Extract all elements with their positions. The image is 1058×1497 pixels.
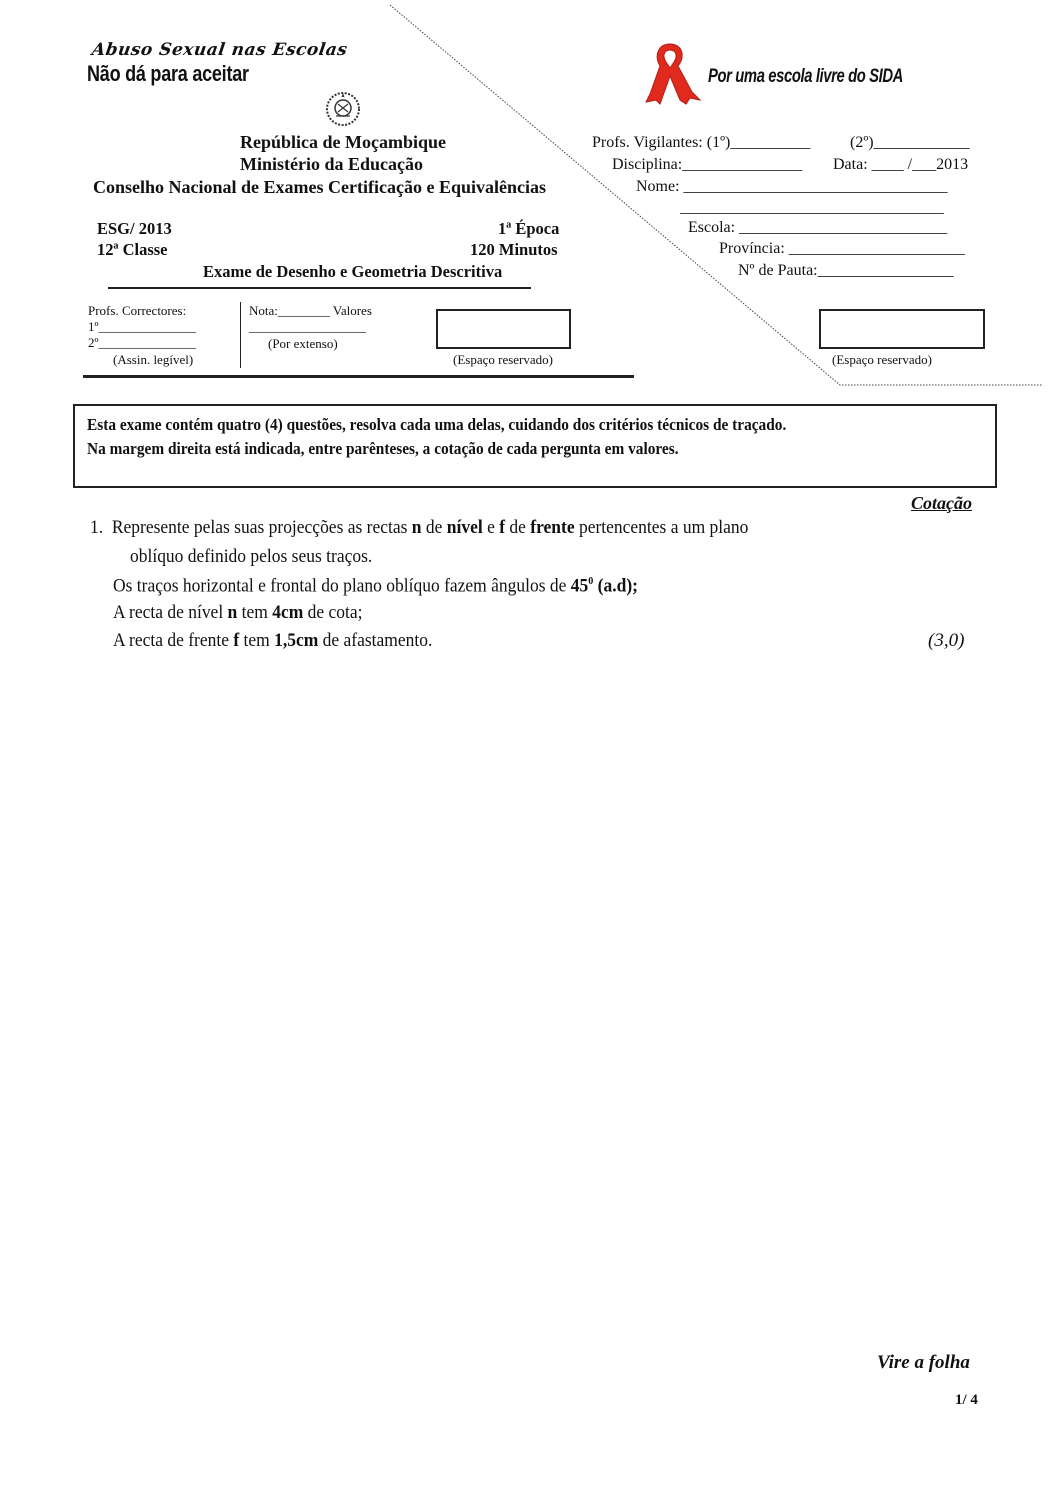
exam-duration: 120 Minutos: [470, 240, 558, 259]
corrector-2-field[interactable]: 2º_______________: [88, 335, 197, 350]
vigilantes-field[interactable]: Profs. Vigilantes: (1º)__________: [592, 134, 811, 151]
pauta-field[interactable]: Nº de Pauta:_________________: [738, 262, 954, 279]
corrector-1-field[interactable]: 1º_______________: [88, 319, 197, 334]
q1-text: pertencentes a um plano: [574, 517, 749, 538]
q1-cota-value: 4cm: [272, 602, 304, 623]
q1-f: f: [233, 630, 240, 651]
reserved-label-right: (Espaço reservado): [832, 352, 932, 367]
question-1-line-5: [113, 630, 432, 652]
provincia-field[interactable]: Província: ______________________: [719, 240, 965, 257]
question-1-line-1: [90, 517, 748, 539]
exam-season: 1ª Época: [498, 219, 560, 238]
grading-bottom-rule: [83, 375, 634, 378]
campaign-main-text: Não dá para aceitar: [87, 61, 249, 86]
q1-frente: frente: [530, 517, 575, 538]
question-1-line-2: oblíquo definido pelos seus traços.: [130, 546, 373, 567]
q1-degree: 0: [588, 575, 594, 587]
q1-text: A recta de frente: [113, 630, 234, 651]
nome-field[interactable]: Nome: _________________________________: [636, 178, 948, 195]
republic-title: República de Moçambique: [240, 132, 447, 152]
correctors-label: Profs. Correctores:: [88, 303, 187, 318]
page-number: 1/ 4: [955, 1392, 978, 1408]
escola-field[interactable]: Escola: __________________________: [688, 219, 948, 236]
data-field[interactable]: Data: ____ /___2013: [833, 156, 969, 173]
question-number: 1.: [90, 517, 104, 538]
question-1-score: (3,0): [928, 630, 965, 651]
red-ribbon-icon: [640, 40, 710, 106]
vigilantes-second-field[interactable]: (2º)____________: [850, 134, 970, 151]
disciplina-field[interactable]: Disciplina:_______________: [612, 156, 803, 173]
q1-text: A recta de nível: [113, 602, 228, 623]
q1-text: de: [505, 517, 531, 538]
q1-text: tem: [239, 630, 275, 651]
q1-afastamento-value: 1,5cm: [274, 630, 319, 651]
q1-n: n: [227, 602, 238, 623]
q1-text: Represente pelas suas projecções as rectas: [111, 517, 412, 538]
grading-divider: [240, 302, 241, 368]
question-1-line-4: [113, 602, 363, 624]
coat-of-arms-icon: [324, 90, 362, 128]
q1-text: tem: [237, 602, 273, 623]
signature-note: (Assin. legível): [113, 352, 194, 367]
campaign-script-text: Abuso Sexual nas Escolas: [90, 40, 349, 60]
q1-text: de: [421, 517, 447, 538]
reserved-box-right: [819, 309, 985, 349]
q1-f: f: [499, 517, 506, 538]
q1-ad: (a.d);: [593, 575, 638, 597]
nota-extenso-field[interactable]: __________________: [249, 319, 366, 334]
instructions-line-2: Na margem direita está indicada, entre parênteses, a cotação de cada pergunta em valores.: [87, 439, 679, 458]
nota-field[interactable]: Nota:________ Valores: [249, 303, 372, 318]
nome-continuation-field[interactable]: _________________________________: [680, 199, 944, 216]
turn-page-note: Vire a folha: [877, 1352, 970, 1373]
exam-code: ESG/ 2013: [97, 219, 172, 238]
question-1-line-3: [113, 575, 638, 597]
council-title: Conselho Nacional de Exames Certificação e Equivalências: [93, 177, 546, 197]
q1-angle: 45: [570, 575, 589, 597]
cotacao-heading: Cotação: [911, 493, 972, 513]
instructions-box: [73, 404, 997, 488]
q1-text: de cota;: [303, 602, 363, 623]
q1-nivel: nível: [446, 517, 483, 538]
q1-text: Os traços horizontal e frontal do plano oblíquo fazem ângulos de: [113, 575, 571, 597]
sida-slogan: Por uma escola livre do SIDA: [708, 66, 903, 87]
instructions-line-1: Esta exame contém quatro (4) questões, resolva cada uma delas, cuidando dos critérios técnicos de traçado.: [87, 415, 787, 434]
exam-grade: 12ª Classe: [97, 240, 168, 259]
q1-text: e: [482, 517, 500, 538]
exam-title: Exame de Desenho e Geometria Descritiva: [203, 262, 503, 281]
ministry-title: Ministério da Educação: [240, 154, 423, 174]
q1-n: n: [411, 517, 422, 538]
reserved-label-left: (Espaço reservado): [453, 352, 553, 367]
por-extenso-label: (Por extenso): [268, 336, 338, 351]
title-underline: [108, 287, 531, 289]
reserved-box-left: [436, 309, 571, 349]
q1-text: de afastamento.: [318, 630, 433, 651]
